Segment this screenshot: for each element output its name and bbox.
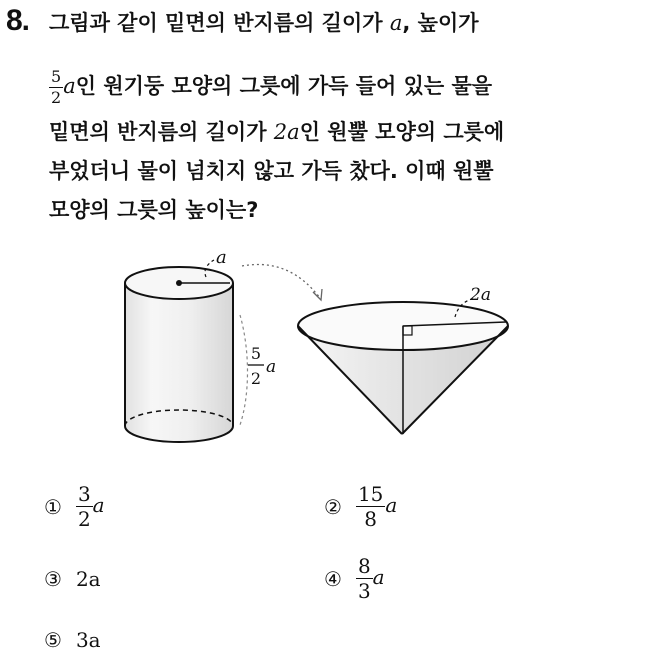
svg-text:5: 5 — [250, 344, 262, 363]
cylinder-height-label — [248, 344, 276, 388]
question-line-3: 밑면의 반지름의 길이가 2a인 원뿔 모양의 그릇에 — [49, 120, 505, 144]
svg-text:2: 2 — [250, 369, 262, 388]
choice-5[interactable]: ⑤ 3a — [44, 628, 101, 652]
pour-arrow — [242, 264, 320, 298]
cone — [298, 298, 508, 434]
cylinder-radius-label: a — [216, 247, 227, 268]
height-fraction: $\frac{5}{2}$ — [51, 66, 62, 107]
cylinder — [125, 260, 248, 442]
question-line-5: 모양의 그릇의 높이는? — [49, 198, 259, 222]
cone-radius-label: 2a — [470, 285, 491, 305]
svg-text:a: a — [266, 357, 277, 377]
choice-3[interactable]: ③ 2a — [44, 567, 101, 591]
question-number: 8. — [6, 4, 30, 37]
question-line-1: 그림과 같이 밑면의 반지름의 길이가 a, 높이가 — [49, 11, 479, 35]
choice-1[interactable]: ① $\frac{3}{2}$ a — [44, 482, 105, 531]
choice-4[interactable]: ④ $\frac{8}{3}$ a — [324, 554, 385, 603]
question-line-4: 부었더니 물이 넘치지 않고 가득 찼다. 이때 원뿔 — [49, 159, 494, 183]
question-line-2: $\frac{5}{2}$ a인 원기둥 모양의 그릇에 가득 들어 있는 물을 — [51, 66, 493, 107]
choice-2[interactable]: ② $\frac{15}{8}$ a — [324, 482, 398, 531]
